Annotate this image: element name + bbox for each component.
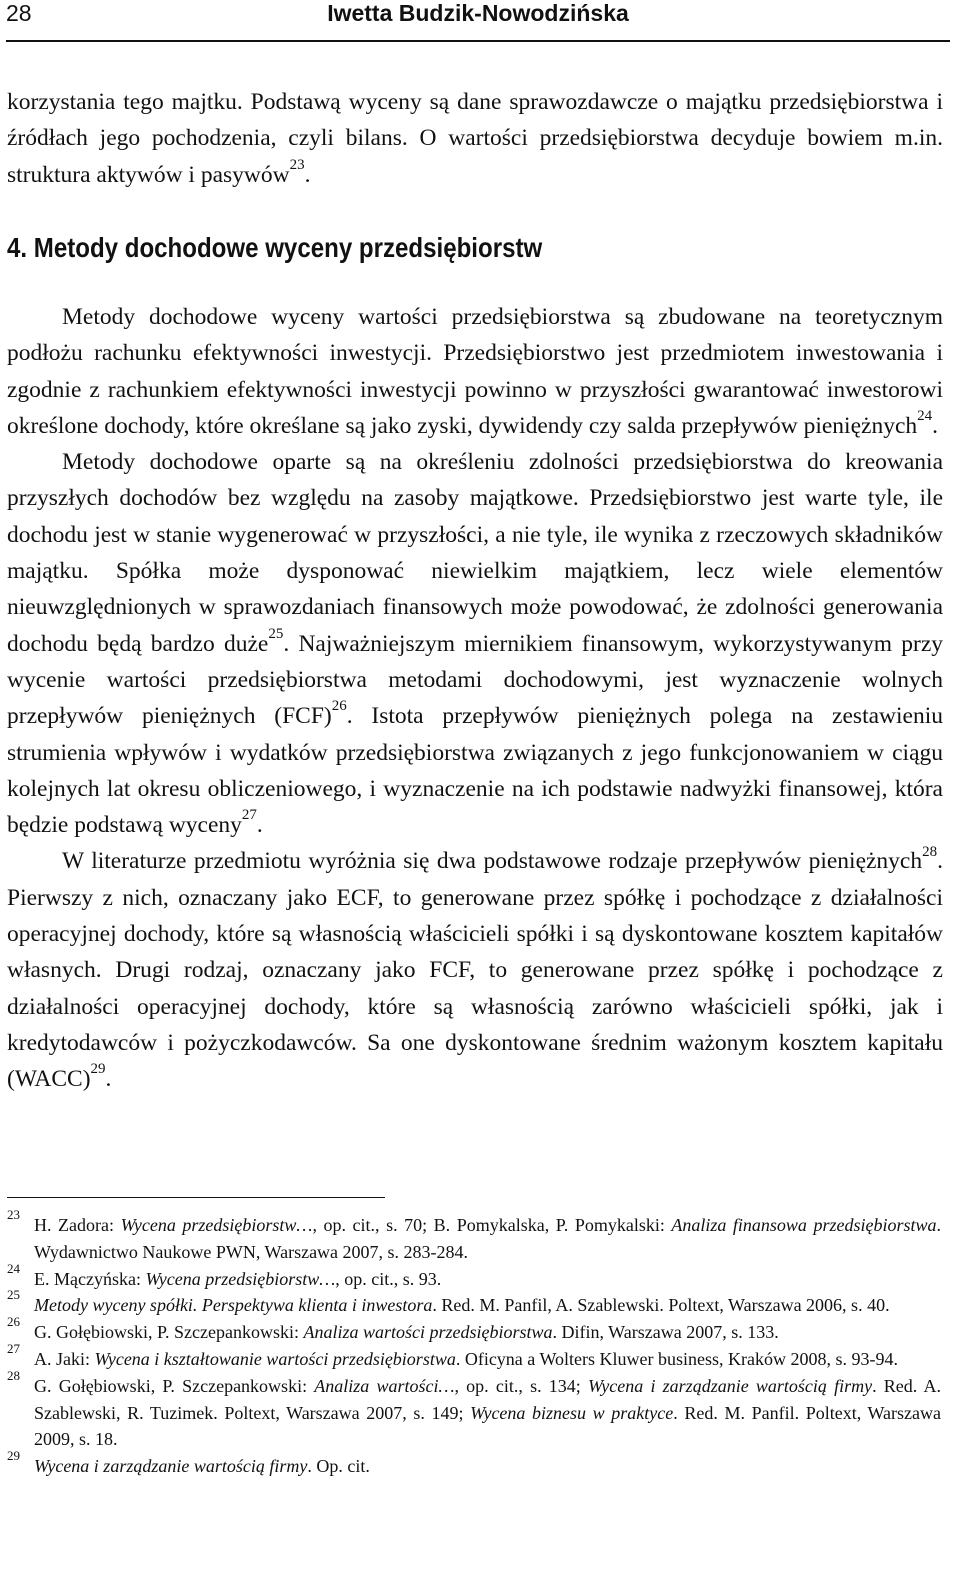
- paragraph-1: [7, 299, 943, 444]
- footnote-separator: [7, 1197, 385, 1198]
- footnote-text: A. Jaki:: [34, 1348, 95, 1369]
- p2-end: .: [256, 812, 263, 839]
- footnote-28: [7, 1367, 941, 1453]
- footnote-text: . Wydawnictwo Naukowe PWN, Warszawa 2007, s. 283-284.: [34, 1215, 941, 1262]
- intro-paragraph: [7, 84, 943, 193]
- footnote-27: [7, 1340, 941, 1373]
- p2-text-a: Metody dochodowe oparte są na określeniu zdolności przedsiębiorstwa do kreowania przyszłych dochodów bez względu na zasoby majątkowe. Przedsiębiorstwo jest warte tyle, ile dochodu jest w stanie wygenerować w przyszłości, a nie tyle, ile wynika z rzeczowych składników majątku. Spółka może dysponować niewielkim majątkiem, lecz wiele elementów nieuwzględnionych w sprawozdaniach finansowych może powodować, że zdolności generowania dochodu będą bardzo duże: [7, 449, 943, 657]
- p1-end: .: [932, 412, 938, 439]
- footnote-title: Analiza wartości przedsiębiorstwa: [303, 1322, 553, 1343]
- footnotes: [7, 1207, 941, 1480]
- section-heading: 4. Metody dochodowe wyceny przedsiębiorstw: [7, 232, 543, 263]
- footnote-text: G. Gołębiowski, P. Szczepankowski:: [34, 1322, 304, 1343]
- footnote-text: . Oficyna a Wolters Kluwer business, Kraków 2008, s. 93-94.: [455, 1348, 898, 1369]
- footnote-title: Wycena biznesu w praktyce: [470, 1402, 674, 1423]
- footnote-title: Wycena przedsiębiorstw…: [145, 1268, 336, 1289]
- paragraph-3: [7, 843, 943, 1097]
- p2-text-c: . Istota przepływów pieniężnych polega na zestawieniu strumienia wpływów i wydatków przedsiębiorstwa związanych z jego funkcjonowaniem w ciągu kolejnych lat okresu obliczeniowego, i wyznaczenie na ich podstawie nadwyżki finansowej, która będzie podstawą wyceny: [7, 703, 943, 839]
- footnote-text: E. Mączyńska:: [34, 1268, 146, 1289]
- p2-text-b: . Najważniejszym miernikiem finansowym, wykorzystywanym przy wycenie wartości przedsiębiorstwa metodami dochodowymi, jest wyznaczenie wolnych przepływów pieniężnych (FCF): [7, 630, 943, 730]
- footnote-text: , op. cit., s. 134;: [454, 1375, 588, 1396]
- p3-end: .: [105, 1066, 112, 1093]
- footnote-ref-27[interactable]: 27: [241, 807, 257, 824]
- footnote-ref-25[interactable]: 25: [268, 625, 284, 642]
- intro-text: korzystania tego majtku. Podstawą wyceny są dane sprawozdawcze o majątku przedsiębiorstwa i źródłach jego pochodzenia, czyli bilans. O wartości przedsiębiorstwa decyduje bowiem m.in. struktura aktywów i pasywów: [7, 89, 943, 188]
- footnote-text: H. Zadora:: [34, 1215, 121, 1235]
- footnote-number: 29: [7, 1448, 20, 1464]
- footnote-text: . Red. A. Szablewski, R. Tuzimek. Poltext, Warszawa 2007, s. 149;: [34, 1375, 941, 1423]
- page-header: [6, 0, 950, 28]
- footnote-number: 24: [7, 1260, 20, 1276]
- p3-text-b: . Pierwszy z nich, oznaczany jako ECF, to generowane przez spółkę i pochodzące z działalności operacyjnej dochody, które są własnością właścicieli spółki i są dyskontowane kosztem kapitałów własnych. Drugi rodzaj, oznaczany jako FCF, to generowane przez spółkę i pochodzące z działalności operacyjnej dochody, które są własnością zarówno właścicieli spółki, jak i kredytodawców i pożyczkodawców. Sa one dyskontowane średnim ważonym kosztem kapitału (WACC): [7, 848, 943, 1093]
- footnote-ref-23[interactable]: 23: [289, 156, 305, 173]
- footnote-ref-24[interactable]: 24: [917, 408, 933, 425]
- footnote-title: Analiza finansowa przedsiębiorstwa: [671, 1215, 937, 1235]
- footnote-24: [7, 1260, 941, 1293]
- footnote-number: 27: [7, 1340, 20, 1356]
- footnote-title: Wycena i kształtowanie wartości przedsiębiorstwa: [94, 1348, 456, 1369]
- footnote-number: 28: [7, 1367, 20, 1383]
- paragraph-2: [7, 444, 943, 843]
- footnote-ref-26[interactable]: 26: [331, 698, 347, 715]
- intro-end: .: [304, 161, 311, 188]
- footnote-title: Wycena i zarządzanie wartością firmy: [587, 1375, 873, 1396]
- footnote-title: Metody wyceny spółki. Perspektywa klienta i inwestora: [34, 1295, 433, 1316]
- footnote-25: [7, 1287, 941, 1319]
- footnote-text: . Difin, Warszawa 2007, s. 133.: [552, 1322, 779, 1343]
- p1-text: Metody dochodowe wyceny wartości przedsiębiorstwa są zbudowane na teoretycznym podłożu rachunku efektywności inwestycji. Przedsiębiorstwo jest przedmiotem inwestowania i zgodnie z rachunkiem efektywności inwestycji powinno w przyszłości gwarantować inwestorowi określone dochody, które określane są jako zyski, dywidendy czy salda przepływów pieniężnych: [7, 304, 943, 439]
- footnote-number: 23: [7, 1207, 20, 1222]
- footnote-23: [7, 1207, 941, 1266]
- footnote-ref-28[interactable]: 28: [922, 843, 938, 860]
- footnote-ref-29[interactable]: 29: [90, 1061, 106, 1078]
- footnote-number: 25: [7, 1287, 20, 1303]
- footnote-title: Wycena przedsiębiorstw…: [120, 1215, 313, 1235]
- running-head-author: Iwetta Budzik-Nowodzińska: [327, 0, 629, 26]
- footnote-title: Analiza wartości…: [314, 1375, 455, 1396]
- main-text: [7, 299, 943, 1098]
- page-number: 28: [6, 0, 32, 26]
- header-rule: [6, 40, 950, 42]
- footnote-number: 26: [7, 1314, 20, 1330]
- footnote-text: . Red. M. Panfil, A. Szablewski. Poltext, Warszawa 2006, s. 40.: [432, 1295, 890, 1316]
- footnote-29: [7, 1448, 941, 1480]
- footnote-text: , op. cit., s. 93.: [335, 1268, 442, 1289]
- footnote-text: , op. cit., s. 70; B. Pomykalska, P. Pomykalski:: [312, 1215, 672, 1235]
- p3-text-a: W literaturze przedmiotu wyróżnia się dwa podstawowe rodzaje przepływów pieniężnych: [62, 848, 923, 875]
- footnote-text: G. Gołębiowski, P. Szczepankowski:: [34, 1375, 315, 1396]
- footnote-title: Wycena i zarządzanie wartością firmy: [34, 1456, 308, 1477]
- footnote-text: . Red. M. Panfil. Poltext, Warszawa 2009, s. 18.: [34, 1402, 941, 1450]
- footnote-26: [7, 1314, 941, 1346]
- footnote-text: . Op. cit.: [307, 1456, 370, 1477]
